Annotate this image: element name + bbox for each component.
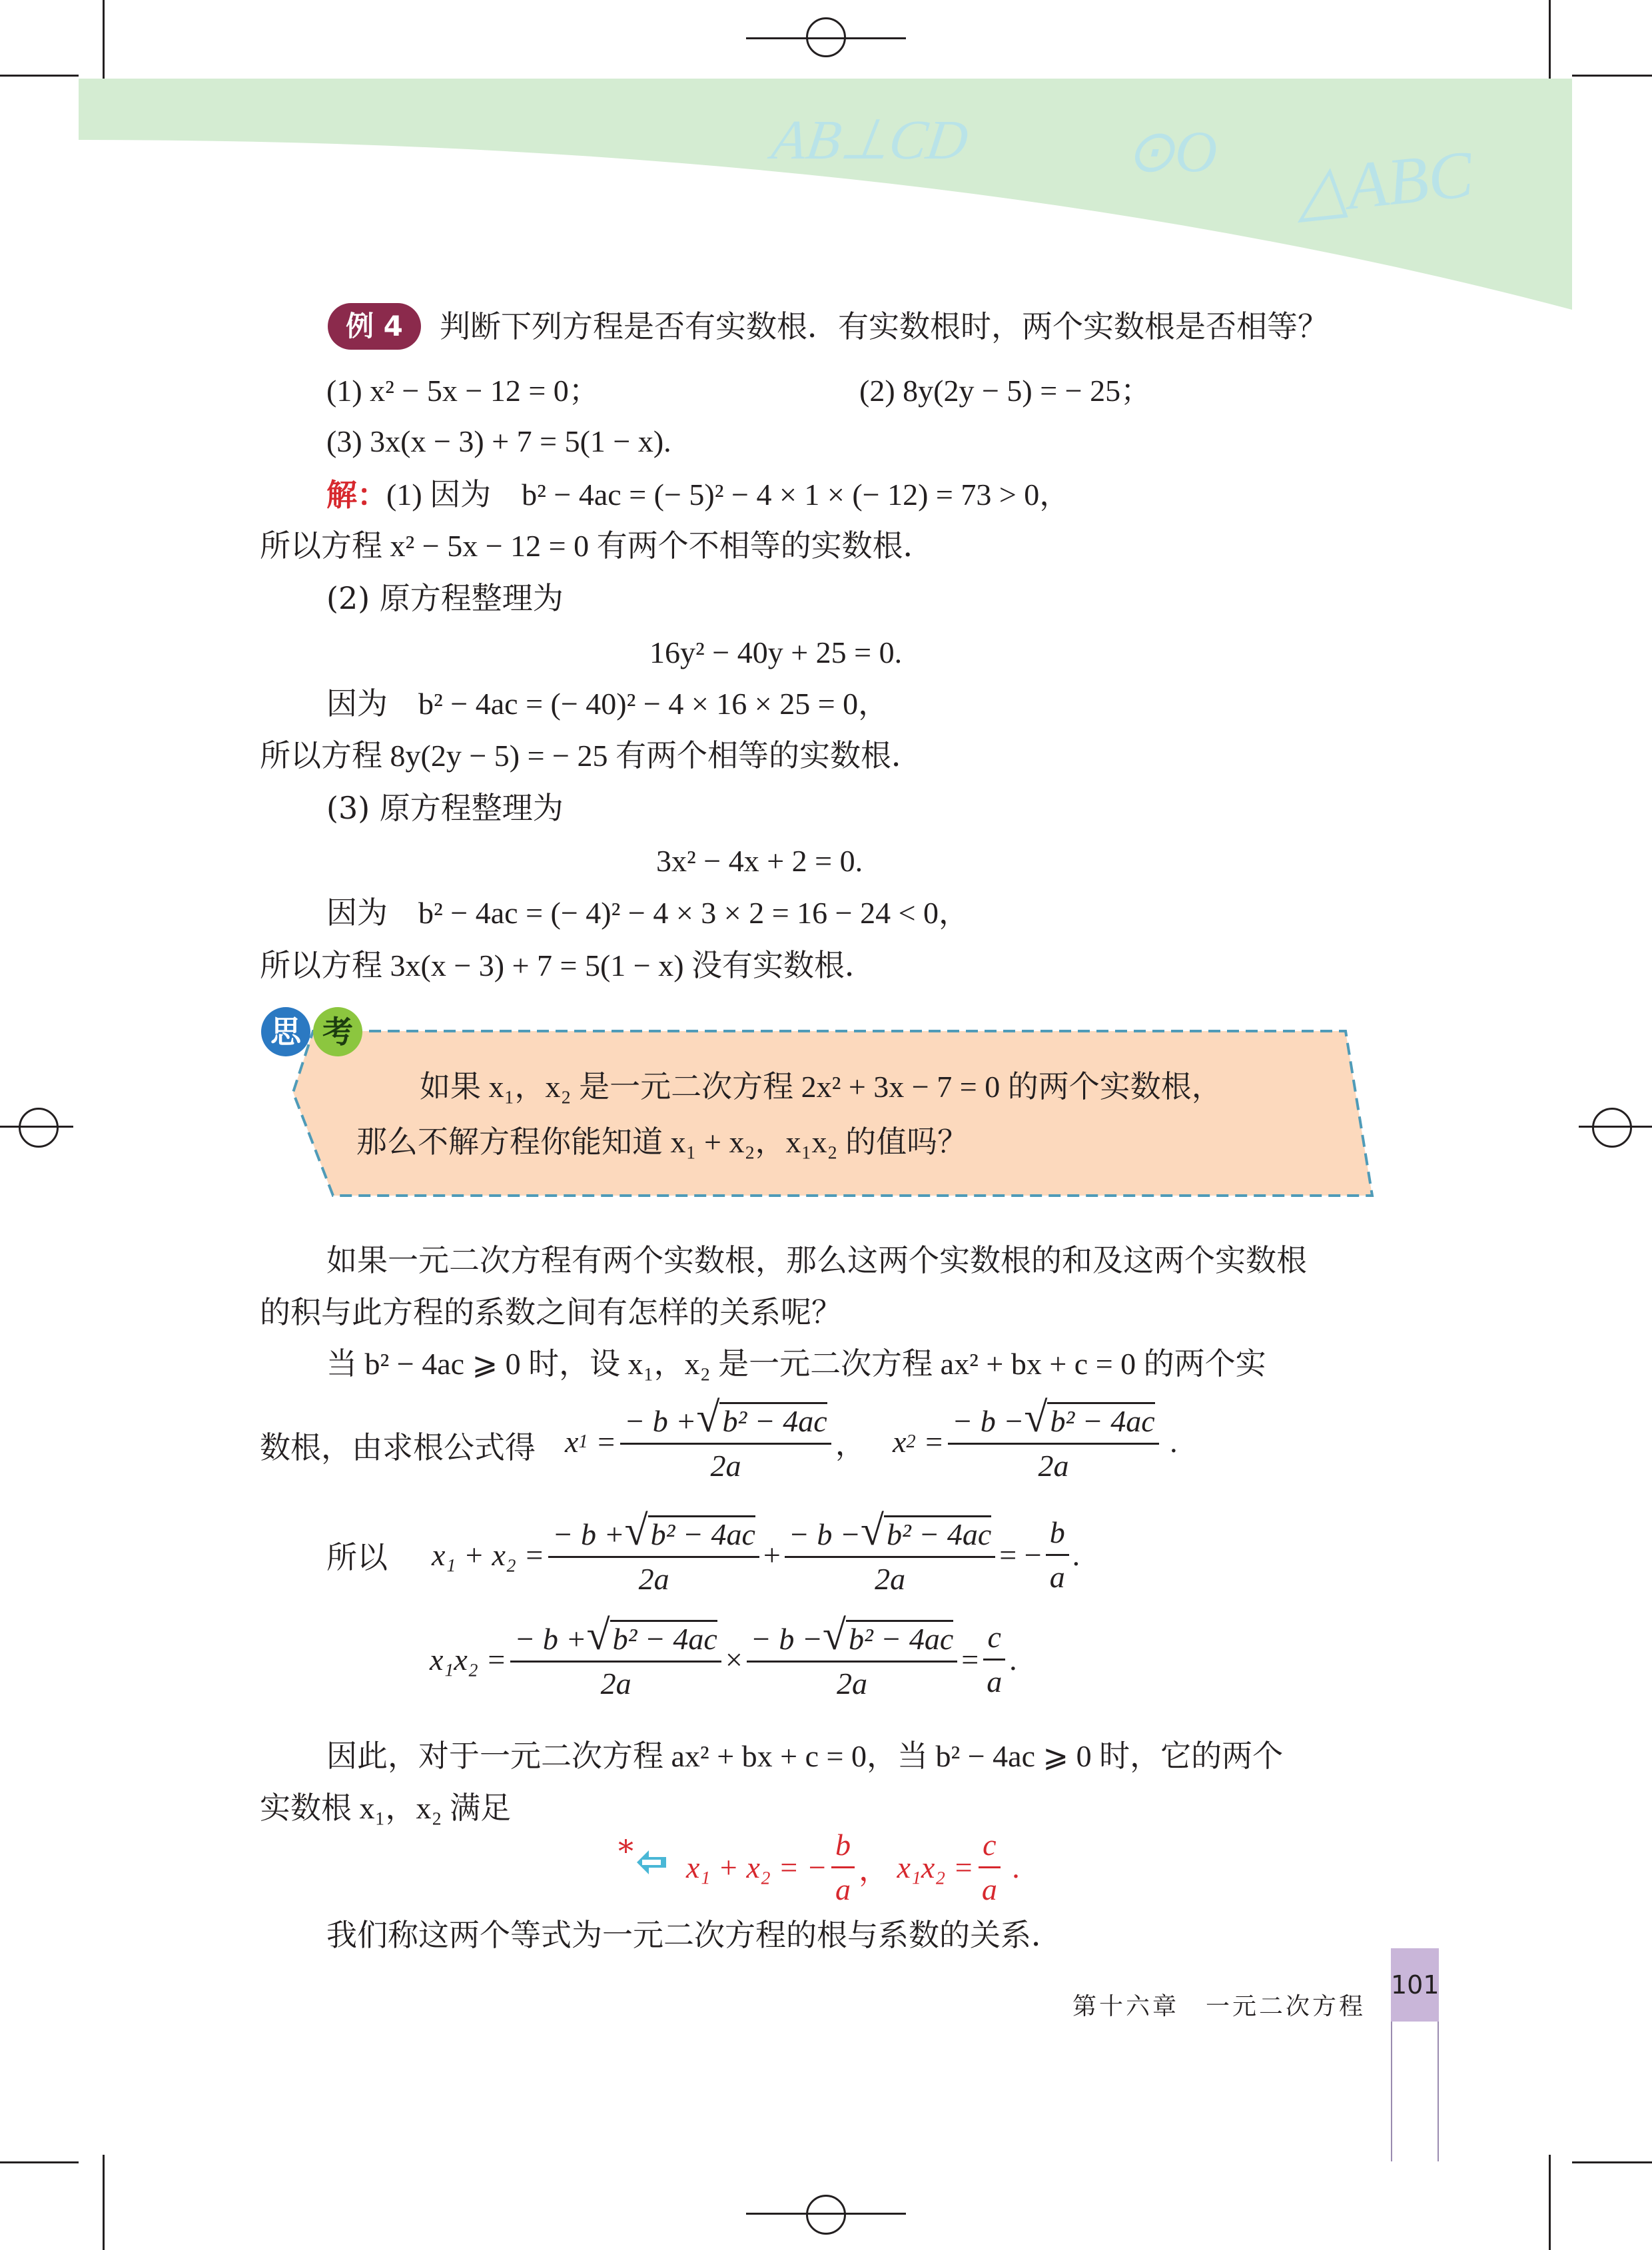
solution-line-6: 所以方程 8y(2y − 5) = − 25 有两个相等的实数根． — [260, 739, 922, 773]
think-line-2: 那么不解方程你能知道 x₁ + x₂，x₁x₂ 的值吗？ — [356, 1125, 969, 1159]
solution-line-10: 所以方程 3x(x − 3) + 7 = 5(1 − x) 没有实数根． — [260, 948, 876, 982]
soyi-label: 所以 — [326, 1539, 388, 1575]
sum-formula: x₁ + x₂ = $\frac{\text{− b +√b² − 4ac}}{2a}$ + $\frac{\text{− b −√b² − 4ac}}{2a}$ = − $\frac{b}{a}$ . — [432, 1507, 1081, 1596]
body-p2-line-1: 当 b² − 4ac ⩾ 0 时，设 x₁，x₂ 是一元二次方程 ax² + bx + c = 0 的两个实 — [326, 1347, 1266, 1381]
solution-line-4: 16y² − 40y + 25 = 0. — [649, 635, 903, 669]
body-p2-line-2: 数根，由求根公式得 — [260, 1429, 536, 1465]
example-eq-2: (2) 8y(2y − 5) = − 25； — [859, 374, 1152, 408]
solution-line-2: 所以方程 x² − 5x − 12 = 0 有两个不相等的实数根． — [260, 529, 934, 563]
root-formula-x2: x 2 = $\frac{\text{− b −√b² − 4ac}}{2a}$ . — [893, 1393, 1178, 1483]
product-formula: x₁x₂ = $\frac{\text{− b +√b² − 4ac}}{2a}$ × $\frac{\text{− b −√b² − 4ac}}{2a}$ = $\frac{c}{a}$ . — [430, 1611, 1018, 1700]
think-char-1: 思 — [261, 1007, 310, 1056]
page-tab-line — [1391, 2022, 1439, 2161]
root-formula-x1: x 1 = $\frac{\text{− b +√b² − 4ac}}{2a}$ ， — [565, 1393, 866, 1483]
example-eq-1: (1) x² − 5x − 12 = 0； — [326, 374, 600, 408]
solution-line-9: 因为 b² − 4ac = (− 4)² − 4 × 3 × 2 = 16 − 24 < 0， — [326, 896, 970, 930]
solution-line-3: (2) 原方程整理为 — [326, 580, 564, 616]
vieta-relations: x₁ + x₂ = − $\frac{b}{a}$ ， x₁x₂ = $\frac{c}{a}$ . — [686, 1825, 1021, 1910]
think-line-1: 如果 x₁，x₂ 是一元二次方程 2x² + 3x − 7 = 0 的两个实数根， — [420, 1070, 1222, 1104]
body-last-line: 我们称这两个等式为一元二次方程的根与系数的关系． — [326, 1917, 1062, 1953]
example-question: 判断下列方程是否有实数根．有实数根时，两个实数根是否相等？ — [440, 308, 1328, 344]
arrow-icon — [634, 1848, 669, 1877]
body-p3-line-1: 因此，对于一元二次方程 ax² + bx + c = 0，当 b² − 4ac ⩾ 0 时，它的两个 — [326, 1739, 1284, 1773]
solution-line-5: 因为 b² − 4ac = (− 40)² − 4 × 16 × 25 = 0， — [326, 687, 889, 721]
solution-line-7: (3) 原方程整理为 — [326, 790, 564, 826]
think-box — [253, 1012, 1386, 1206]
solution-line-8: 3x² − 4x + 2 = 0. — [656, 844, 863, 878]
example-badge: 例 4 — [328, 303, 421, 350]
body-p1-line-2: 的积与此方程的系数之间有怎样的关系呢？ — [260, 1294, 842, 1330]
footer-chapter: 第十六章 一元二次方程 — [1072, 1993, 1366, 2020]
header-decor-circle: ⊙O — [1126, 120, 1218, 185]
body-p3-line-2: 实数根 x₁，x₂ 满足 — [260, 1791, 512, 1825]
solution-line-1: (1) 因为 b² − 4ac = (− 5)² − 4 × 1 × (− 12) = 73 > 0， — [386, 478, 1070, 512]
header-decor-triangle: △ABC — [1292, 137, 1476, 229]
think-char-2: 考 — [313, 1007, 362, 1056]
solution-label: 解： — [326, 477, 388, 513]
star-mark: * — [618, 1833, 633, 1869]
example-eq-3: (3) 3x(x − 3) + 7 = 5(1 − x). — [326, 424, 671, 458]
page-number: 101 — [1391, 1970, 1440, 2000]
body-p1-line-1: 如果一元二次方程有两个实数根，那么这两个实数根的和及这两个实数根 — [326, 1242, 1307, 1278]
header-decor-perpendicular: AB⊥CD — [768, 109, 972, 171]
